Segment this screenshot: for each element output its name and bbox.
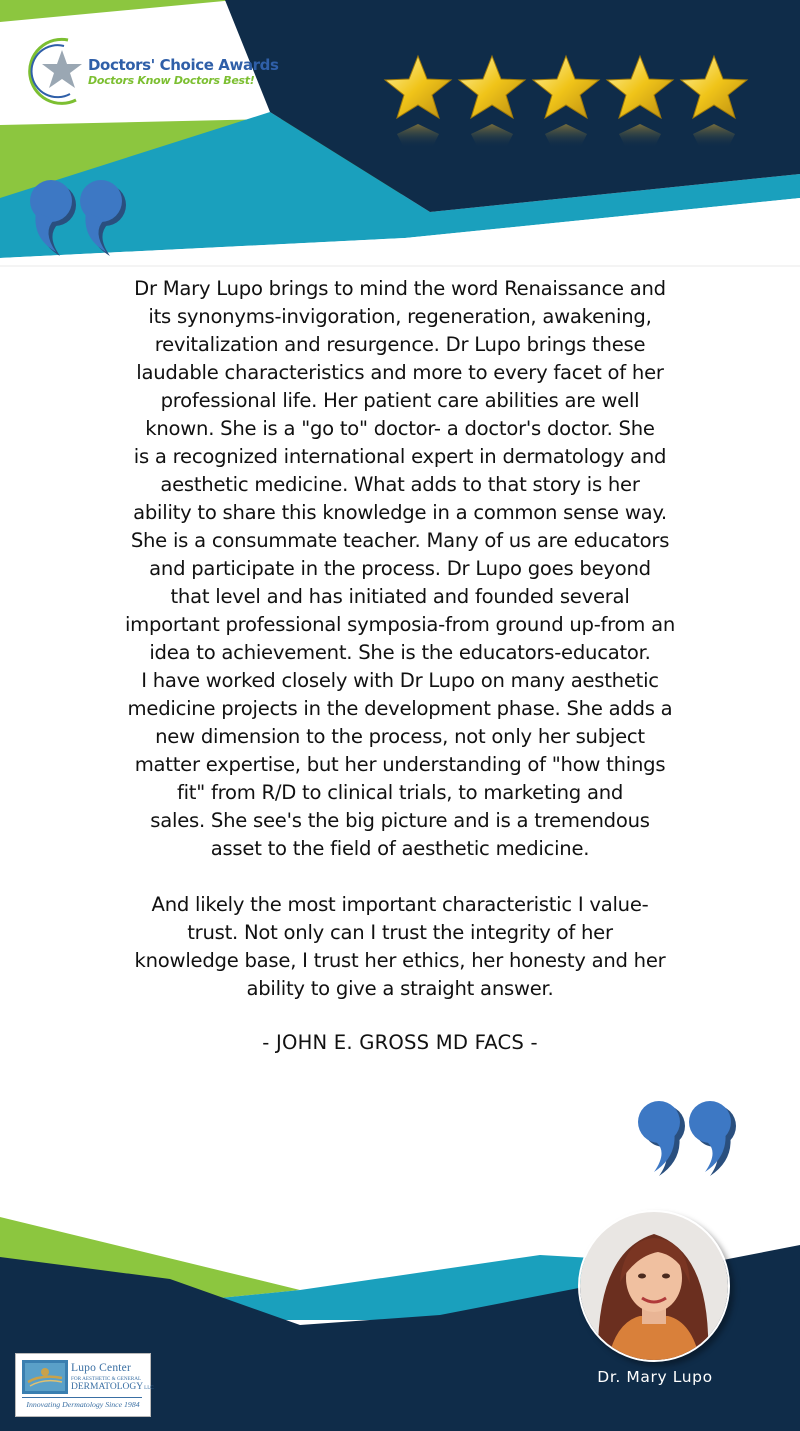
star-icon <box>533 56 599 148</box>
star-icon <box>385 56 451 148</box>
star-icon <box>681 56 747 148</box>
lupo-center-tagline: Innovating Dermatology Since 1984 <box>26 1400 140 1409</box>
lupo-center-name: Lupo Center <box>71 1362 132 1374</box>
star-icon <box>607 56 673 148</box>
five-star-rating <box>382 54 752 154</box>
lupo-center-logo <box>15 1353 154 1417</box>
doctor-name: Dr. Mary Lupo <box>597 1368 713 1386</box>
star-icon <box>459 56 525 148</box>
award-title: Doctors' Choice Awards <box>88 56 279 74</box>
close-quote-icon <box>632 1098 744 1180</box>
testimonial-author: - JOHN E. GROSS MD FACS - <box>262 1031 538 1054</box>
award-tagline: Doctors Know Doctors Best! <box>88 74 255 87</box>
lupo-center-subtitle: FOR AESTHETIC & GENERAL <box>71 1376 142 1382</box>
testimonial-paragraph: Dr Mary Lupo brings to mind the word Renaissance and its synonyms-invigoration, regeneration, awakening, revitalization and resurgence. Dr Lupo brings these laudable characteristics and more to every facet of her professional life. Her patient care abilities are well known. She is a "go to" doctor- a doctor's doctor. She is a recognized international expert in dermatology and aesthetic medicine. What adds to that story is her ability to share this knowledge in a common sense way. She is a consummate teacher. Many of us are educators and participate in the process. Dr Lupo goes beyond that level and has initiated and founded several important professional symposia-from ground up-from an idea to achievement. She is the educators-educator. I have worked closely with Dr Lupo on many aesthetic medicine projects in the development phase. She adds a new dimension to the process, not only her subject matter expertise, but her understanding of "how things fit" from R/D to clinical trials, to marketing and sales. She see's the big picture and is a tremendous asset to the field of aesthetic medicine. <box>124 277 676 860</box>
lupo-emblem-icon <box>22 1360 68 1394</box>
doctors-choice-logo <box>28 36 278 106</box>
open-quote-icon <box>24 176 134 258</box>
portrait-image <box>580 1212 728 1360</box>
testimonial-paragraph: And likely the most important characteristic I value- trust. Not only can I trust the integrity of her knowledge base, I trust her ethics, her honesty and her ability to give a straight answer. <box>134 893 666 1000</box>
testimonial-body <box>80 275 720 1003</box>
doctor-portrait <box>578 1210 730 1362</box>
logo-star-icon <box>28 36 88 106</box>
lupo-center-divider <box>22 1397 142 1398</box>
lupo-center-specialty: DERMATOLOGYLLC <box>71 1382 154 1392</box>
